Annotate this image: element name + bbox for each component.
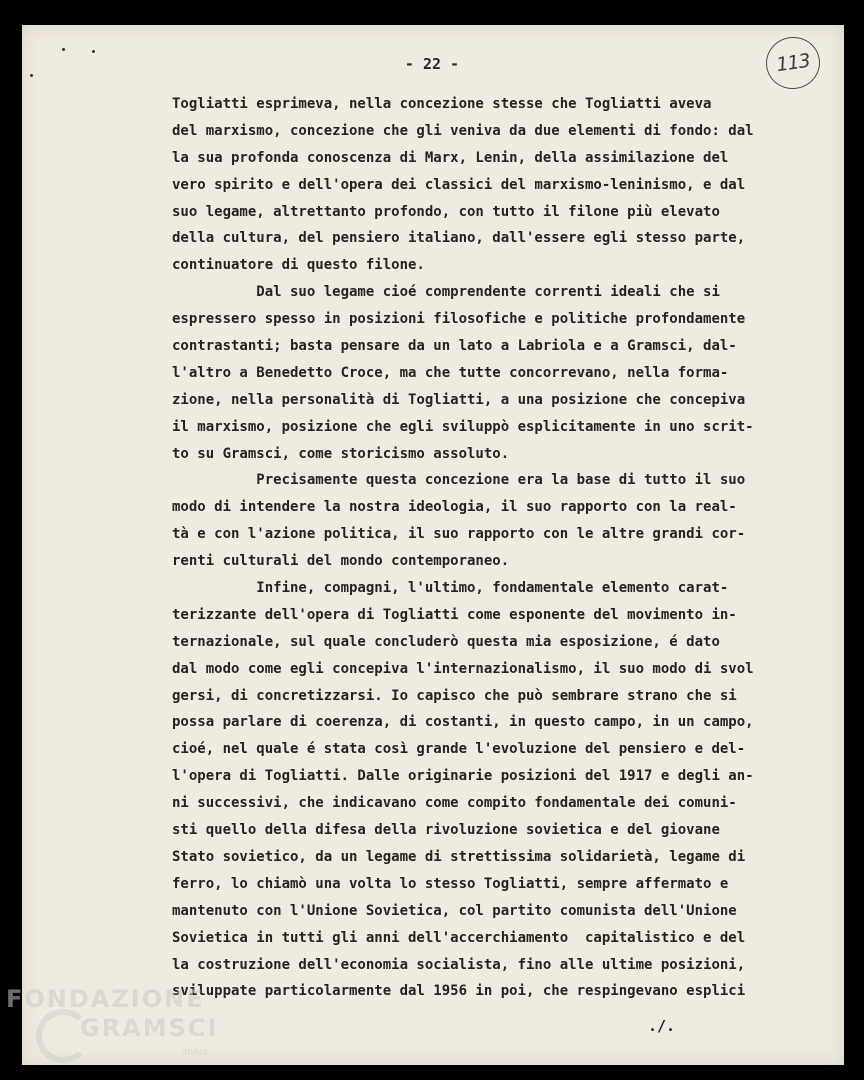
text-line: la sua profonda conoscenza di Marx, Lenin, della assimilazione del [172,149,729,166]
text-line: vero spirito e dell'opera dei classici del marxismo-leninismo, e dal [172,176,746,193]
text-line: ferro, lo chiamò una volta lo stesso Togliatti, sempre affermato e [172,875,729,892]
text-line: sviluppate particolarmente dal 1956 in poi, che respingevano esplici [172,983,746,1000]
text-line: ternazionale, sul quale concluderò questa mia esposizione, é dato [172,633,720,650]
text-line: la costruzione dell'economia socialista, fino alle ultime posizioni, [172,956,746,973]
continuation-mark: ./. [648,1017,676,1035]
text-line: contrastanti; basta pensare da un lato a Labriola e a Gramsci, dal- [172,338,737,355]
text-line: Togliatti esprimeva, nella concezione stesse che Togliatti aveva [172,96,712,112]
text-line: zione, nella personalità di Togliatti, a una posizione che concepiva [172,391,746,408]
text-line: Precisamente questa concezione era la base di tutto il suo [172,472,746,489]
text-line: to su Gramsci, come storicismo assoluto. [172,445,510,462]
page-number: - 22 - [404,55,460,73]
text-line: terizzante dell'opera di Togliatti come esponente del movimento in- [172,606,737,623]
text-line: l'opera di Togliatti. Dalle originarie posizioni del 1917 e degli an- [172,768,754,785]
text-line: Infine, compagni, l'ultimo, fondamentale elemento carat- [172,580,729,597]
text-line: Dal suo legame cioé comprendente correnti ideali che si [172,284,720,301]
text-line: tà e con l'azione politica, il suo rapporto con le altre grandi cor- [172,526,746,543]
archive-stamp: 113 [763,33,824,92]
text-line: della cultura, del pensiero italiano, dall'essere egli stesso parte, [172,230,746,247]
text-line: espressero spesso in posizioni filosofiche e politiche profondamente [172,311,746,328]
text-line: renti culturali del mondo contemporaneo. [172,553,510,570]
text-line: continuatore di questo filone. [172,257,425,274]
watermark-line3: onlus [181,1047,208,1058]
text-line: ni successivi, che indicavano come compito fondamentale dei comuni- [172,795,737,812]
text-line: del marxismo, concezione che gli veniva da due elementi di fondo: dal [172,122,754,139]
text-line: sti quello della difesa della rivoluzione sovietica e del giovane [172,822,720,839]
text-line: Sovietica in tutti gli anni dell'accerchiamento capitalistico e del [172,929,746,946]
text-line: Stato sovietico, da un legame di strettissima solidarietà, legame di [172,848,746,865]
text-line: l'altro a Benedetto Croce, ma che tutte concorrevano, nella forma- [172,364,729,381]
watermark-line2: GRAMSCI [80,1014,219,1042]
watermark-line1: FONDAZIONE [6,985,205,1013]
typed-body-text [172,91,852,1005]
text-line: modo di intendere la nostra ideologia, il suo rapporto con la real- [172,499,737,516]
text-line: dal modo come egli concepiva l'internazionalismo, il suo modo di svol [172,660,754,677]
text-line: cioé, nel quale é stata così grande l'evoluzione del pensiero e del- [172,741,746,758]
text-line: il marxismo, posizione che egli sviluppò esplicitamente in uno scrit- [172,418,754,435]
text-line: gersi, di concretizzarsi. Io capisco che può sembrare strano che si [172,687,737,704]
text-line: suo legame, altrettanto profondo, con tutto il filone più elevato [172,203,720,220]
text-line: mantenuto con l'Unione Sovietica, col partito comunista dell'Unione [172,902,737,919]
text-line: possa parlare di coerenza, di costanti, in questo campo, in un campo, [172,714,754,731]
